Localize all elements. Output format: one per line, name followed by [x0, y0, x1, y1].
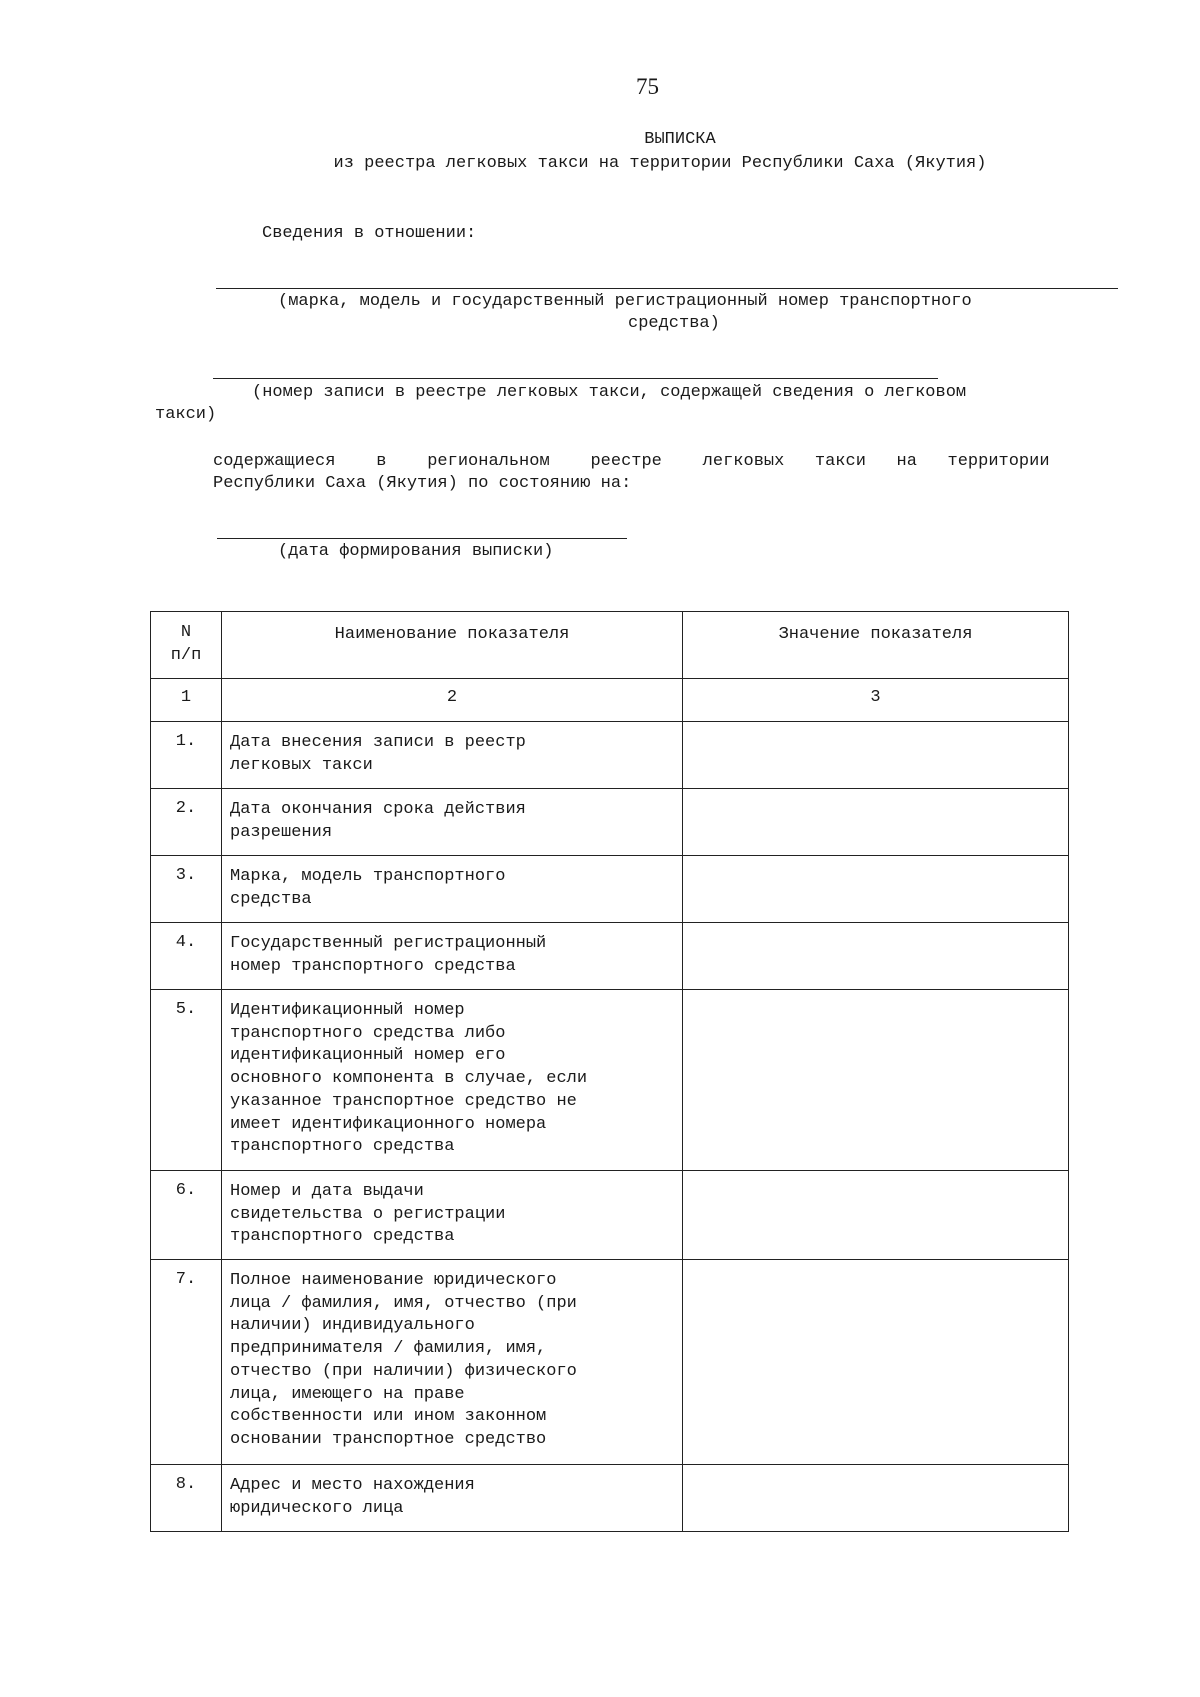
contained-text-line2: Республики Саха (Якутия) по состоянию на:: [213, 474, 632, 493]
row-number: 7.: [151, 1260, 222, 1465]
row-number: 2.: [151, 789, 222, 856]
row-value-cell[interactable]: [683, 856, 1069, 923]
table-row: [151, 1260, 1069, 1465]
row-value-cell[interactable]: [683, 1465, 1069, 1532]
date-caption: (дата формирования выписки): [278, 542, 554, 561]
contained-text-line1: содержащиеся в региональном реестре легковых такси на территории: [213, 452, 1050, 471]
record-caption-line1: (номер записи в реестре легковых такси, содержащей сведения о легковом: [252, 383, 967, 402]
vehicle-blank-line: [216, 288, 1118, 289]
table-row: [151, 923, 1069, 990]
table-row: [151, 856, 1069, 923]
row-indicator-name: Идентификационный номер транспортного средства либо идентификационный номер его основного компонента в случае, если указанное транспортное средство не имеет идентификационного номера транспортного средства: [222, 990, 683, 1171]
row-number: 5.: [151, 990, 222, 1171]
row-value-cell[interactable]: [683, 1171, 1069, 1260]
row-number: 4.: [151, 923, 222, 990]
intro-text: Сведения в отношении:: [262, 224, 477, 243]
row-number: 6.: [151, 1171, 222, 1260]
header-indicator-name: Наименование показателя: [222, 612, 683, 679]
row-value-cell[interactable]: [683, 1260, 1069, 1465]
row-value-cell[interactable]: [683, 990, 1069, 1171]
header-number: N п/п: [151, 612, 222, 679]
page-number: 75: [636, 74, 659, 99]
row-value-cell[interactable]: [683, 923, 1069, 990]
document-subtitle: из реестра легковых такси на территории Республики Саха (Якутия): [333, 154, 987, 173]
row-indicator-name: Дата внесения записи в реестр легковых такси: [222, 722, 683, 789]
row-indicator-name: Полное наименование юридического лица / фамилия, имя, отчество (при наличии) индивидуального предпринимателя / фамилия, имя, отчество (при наличии) физического лица, имеющего на праве собственности или ином законном основании транспортное средство: [222, 1260, 683, 1465]
header-indicator-value: Значение показателя: [683, 612, 1069, 679]
row-number: 3.: [151, 856, 222, 923]
column-number-2: 2: [222, 679, 683, 722]
row-indicator-name: Адрес и место нахождения юридического лица: [222, 1465, 683, 1532]
table-header-row: [151, 612, 1069, 679]
record-caption-line2: такси): [155, 405, 217, 424]
row-indicator-name: Марка, модель транспортного средства: [222, 856, 683, 923]
row-indicator-name: Государственный регистрационный номер транспортного средства: [222, 923, 683, 990]
row-value-cell[interactable]: [683, 789, 1069, 856]
date-blank-line: [217, 538, 627, 539]
table-row: [151, 789, 1069, 856]
table-row: [151, 722, 1069, 789]
column-number-3: 3: [683, 679, 1069, 722]
row-number: 8.: [151, 1465, 222, 1532]
document-title: ВЫПИСКА: [644, 130, 716, 149]
vehicle-caption-line2: средства): [628, 314, 720, 333]
row-indicator-name: Номер и дата выдачи свидетельства о регистрации транспортного средства: [222, 1171, 683, 1260]
column-number-1: 1: [151, 679, 222, 722]
table-row: [151, 1465, 1069, 1532]
row-value-cell[interactable]: [683, 722, 1069, 789]
row-number: 1.: [151, 722, 222, 789]
row-indicator-name: Дата окончания срока действия разрешения: [222, 789, 683, 856]
table-row: [151, 990, 1069, 1171]
vehicle-caption-line1: (марка, модель и государственный регистрационный номер транспортного: [278, 292, 972, 311]
record-blank-line: [213, 378, 938, 379]
table-row: [151, 1171, 1069, 1260]
table-column-numbers-row: [151, 679, 1069, 722]
register-extract-table: [150, 611, 1069, 1532]
